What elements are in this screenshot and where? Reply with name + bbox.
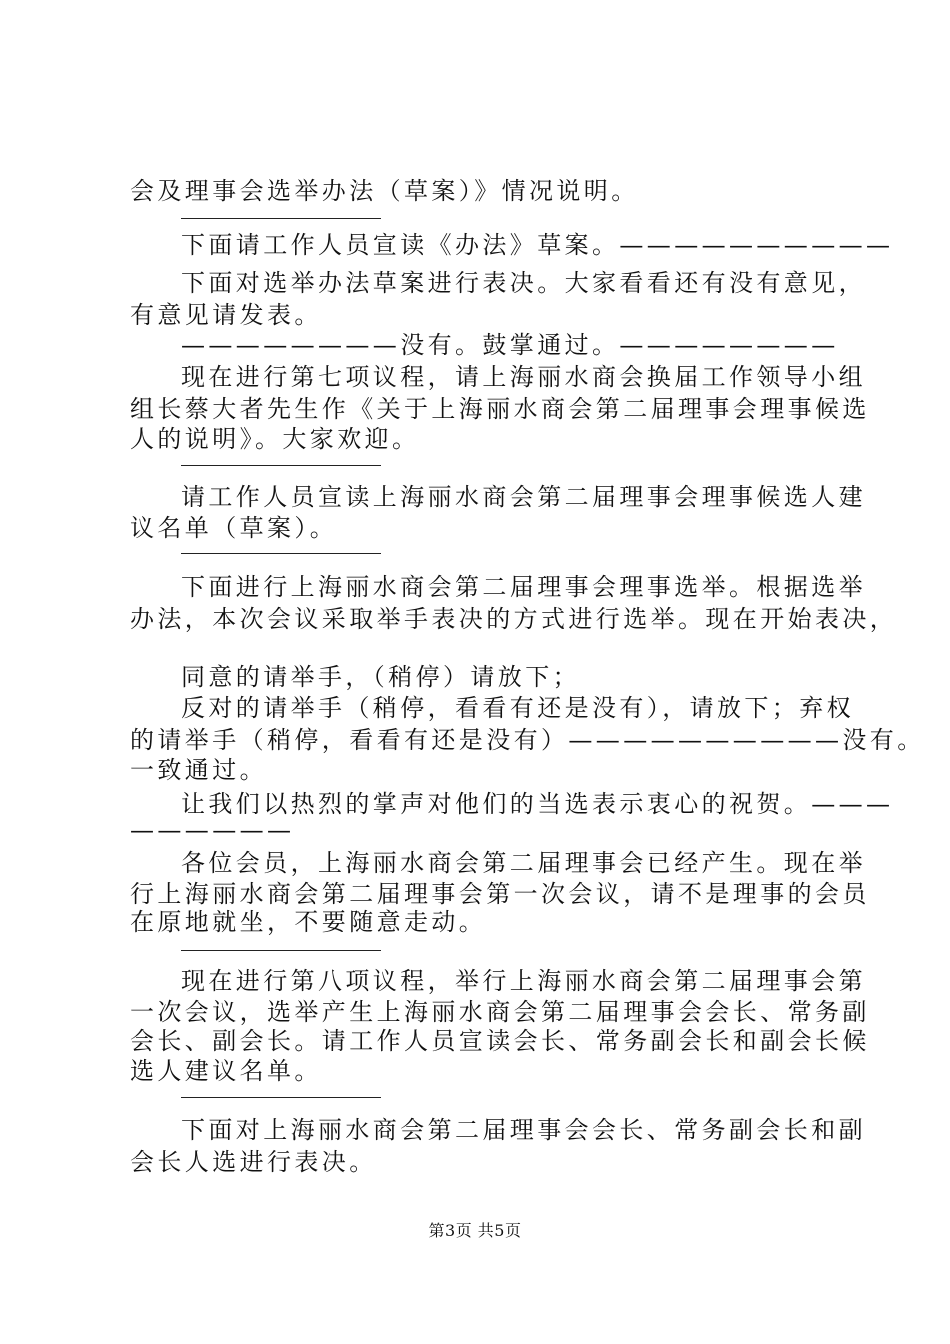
text-line: 办法，本次会议采取举手表决的方式进行选举。现在开始表决，	[130, 605, 898, 633]
text-line: 下面对上海丽水商会第二届理事会会长、常务副会长和副	[181, 1116, 866, 1144]
text-line: ——————	[130, 816, 295, 844]
text-line: 会长人选进行表决。	[130, 1148, 377, 1176]
separator-rule	[181, 218, 381, 219]
text-line: 议名单（草案）。	[130, 514, 338, 542]
text-line: 现在进行第八项议程，举行上海丽水商会第二届理事会第	[181, 967, 866, 995]
text-line: 反对的请举手（稍停，看看有还是没有），请放下；弃权	[181, 694, 854, 722]
text-line: 下面对选举办法草案进行表决。大家看看还有没有意见，	[181, 269, 866, 297]
separator-rule	[181, 1097, 381, 1098]
text-line: 一次会议，选举产生上海丽水商会第二届理事会会长、常务副	[130, 998, 870, 1026]
text-line: 的请举手（稍停，看看有还是没有）——————————没有。	[130, 726, 925, 754]
text-line: 现在进行第七项议程，请上海丽水商会换届工作领导小组	[181, 363, 866, 391]
text-line: ————————没有。鼓掌通过。————————	[181, 331, 839, 359]
text-line: 行上海丽水商会第二届理事会第一次会议，请不是理事的会员	[130, 880, 870, 908]
text-line: 请工作人员宣读上海丽水商会第二届理事会理事候选人建	[181, 483, 866, 511]
page-number-footer: 第3页 共5页	[428, 1221, 522, 1240]
text-line: 在原地就坐，不要随意走动。	[130, 908, 487, 936]
text-line: 一致通过。	[130, 756, 267, 784]
text-line: 同意的请举手，（稍停）请放下；	[181, 663, 580, 691]
separator-rule	[181, 465, 381, 466]
text-line: 下面进行上海丽水商会第二届理事会理事选举。根据选举	[181, 573, 866, 601]
text-line: 人的说明》。大家欢迎。	[130, 425, 420, 453]
text-line: 会及理事会选举办法（草案）》情况说明。	[130, 177, 639, 205]
text-line: 有意见请发表。	[130, 301, 322, 329]
text-line: 会长、副会长。请工作人员宣读会长、常务副会长和副会长候	[130, 1027, 870, 1055]
text-line: 让我们以热烈的掌声对他们的当选表示衷心的祝贺。———	[181, 790, 894, 818]
text-line: 组长蔡大者先生作《关于上海丽水商会第二届理事会理事候选	[130, 395, 870, 423]
text-line: 下面请工作人员宣读《办法》草案。——————————	[181, 231, 894, 259]
separator-rule	[181, 950, 381, 951]
separator-rule	[181, 553, 381, 554]
text-line: 选人建议名单。	[130, 1057, 322, 1085]
text-line: 各位会员，上海丽水商会第二届理事会已经产生。现在举	[181, 849, 866, 877]
